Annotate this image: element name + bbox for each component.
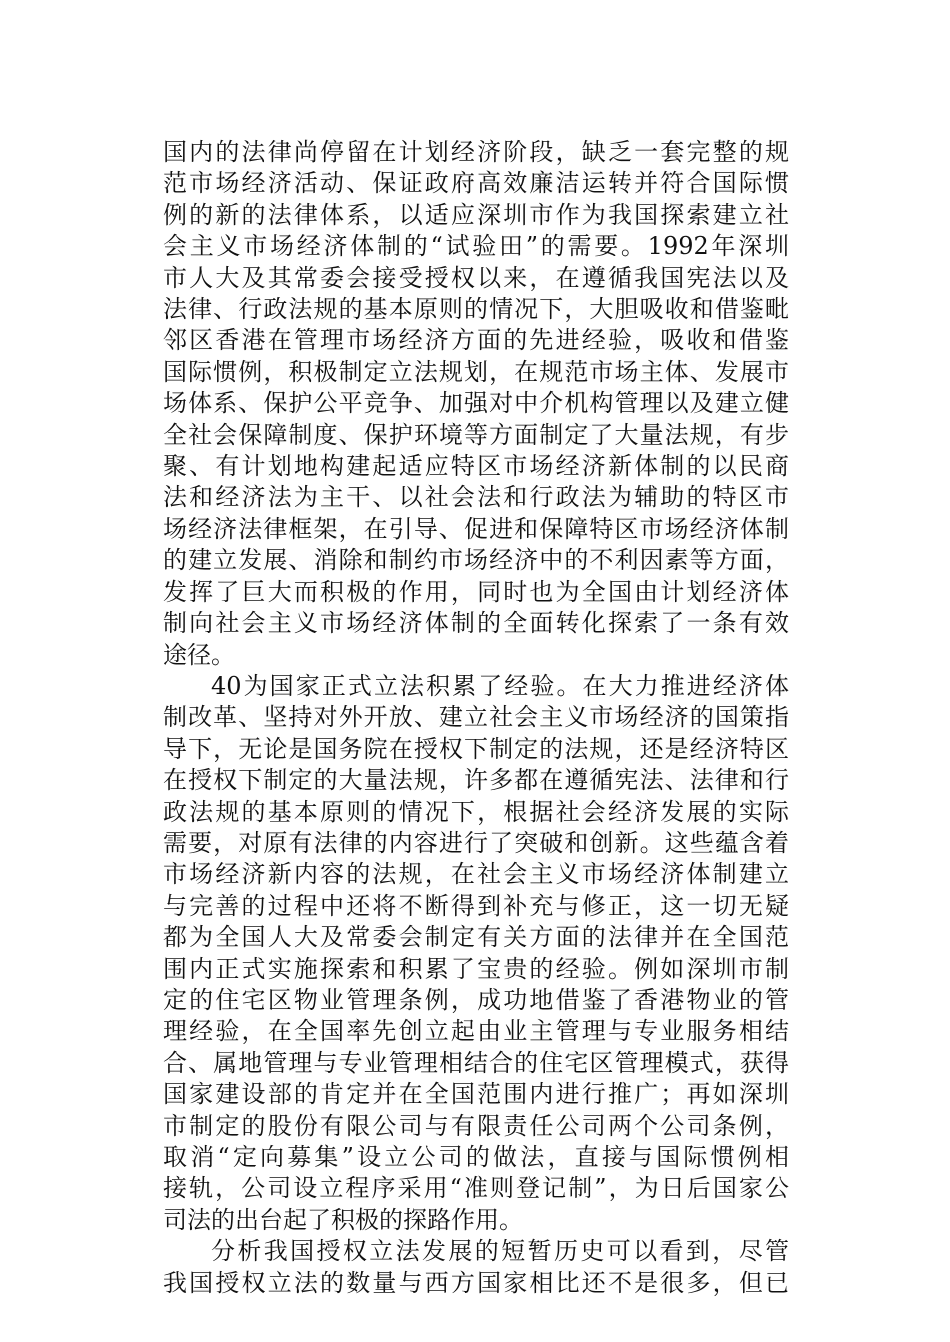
paragraph-2 [163,671,789,1236]
text-line: 与完善的过程中还将不断得到补充与修正，这一切无疑 [163,891,789,920]
text-line: 取消“定向募集”设立公司的做法，直接与国际惯例相 [163,1143,789,1171]
text-line: 分析我国授权立法发展的短暂历史可以看到，尽管 [211,1237,789,1266]
text-line: 的建立发展、消除和制约市场经济中的不利因素等方面， [163,546,789,575]
paragraph-1 [163,137,789,671]
text-line: 例的新的法律体系，以适应深圳市作为我国探索建立社 [163,200,789,229]
paragraph-3 [163,1236,789,1299]
text-line: 40为国家正式立法积累了经验。在大力推进经济体 [211,671,789,700]
text-line: 我国授权立法的数量与西方国家相比还不是很多，但已 [163,1268,789,1297]
text-line: 市制定的股份有限公司与有限责任公司两个公司条例， [163,1111,789,1140]
text-line: 全社会保障制度、保护环境等方面制定了大量法规，有步 [163,420,789,449]
text-line: 导下，无论是国务院在授权下制定的法规，还是经济特区 [163,734,789,763]
text-line: 在授权下制定的大量法规，许多都在遵循宪法、法律和行 [163,766,789,795]
text-line: 围内正式实施探索和积累了宝贵的经验。例如深圳市制 [163,954,789,983]
text-line: 制改革、坚持对外开放、建立社会主义市场经济的国策指 [163,703,789,732]
text-line: 发挥了巨大而积极的作用，同时也为全国由计划经济体 [163,577,789,606]
text-line: 市场经济新内容的法规，在社会主义市场经济体制建立 [163,860,789,889]
text-line: 途径。 [163,640,235,669]
text-line: 范市场经济活动、保证政府高效廉洁运转并符合国际惯 [163,169,789,198]
text-line: 政法规的基本原则的情况下，根据社会经济发展的实际 [163,797,789,826]
text-line: 国内的法律尚停留在计划经济阶段，缺乏一套完整的规 [163,138,789,166]
body-text [163,137,789,1299]
text-line: 司法的出台起了积极的探路作用。 [163,1205,523,1234]
text-line: 场体系、保护公平竞争、加强对中介机构管理以及建立健 [163,389,789,418]
text-line: 定的住宅区物业管理条例，成功地借鉴了香港物业的管 [163,985,789,1014]
text-line: 国际惯例，积极制定立法规划，在规范市场主体、发展市 [163,357,789,386]
text-line: 接轨，公司设立程序采用“准则登记制”，为日后国家公 [163,1174,789,1203]
text-line: 会主义市场经济体制的“试验田”的需要。1992年深圳 [163,232,789,261]
text-line: 场经济法律框架，在引导、促进和保障特区市场经济体制 [163,514,789,543]
text-line: 法和经济法为主干、以社会法和行政法为辅助的特区市 [163,483,789,512]
text-line: 理经验，在全国率先创立起由业主管理与专业服务相结 [163,1017,789,1046]
text-line: 聚、有计划地构建起适应特区市场经济新体制的以民商 [163,452,789,481]
text-line: 需要，对原有法律的内容进行了突破和创新。这些蕴含着 [163,828,789,857]
text-line: 制向社会主义市场经济体制的全面转化探索了一条有效 [163,609,789,638]
text-line: 都为全国人大及常委会制定有关方面的法律并在全国范 [163,923,789,952]
text-line: 法律、行政法规的基本原则的情况下，大胆吸收和借鉴毗 [163,295,789,324]
text-line: 合、属地管理与专业管理相结合的住宅区管理模式，获得 [163,1048,789,1077]
text-line: 邻区香港在管理市场经济方面的先进经验，吸收和借鉴 [163,326,789,355]
text-line: 市人大及其常委会接受授权以来，在遵循我国宪法以及 [163,263,789,292]
text-line: 国家建设部的肯定并在全国范围内进行推广；再如深圳 [163,1080,789,1109]
